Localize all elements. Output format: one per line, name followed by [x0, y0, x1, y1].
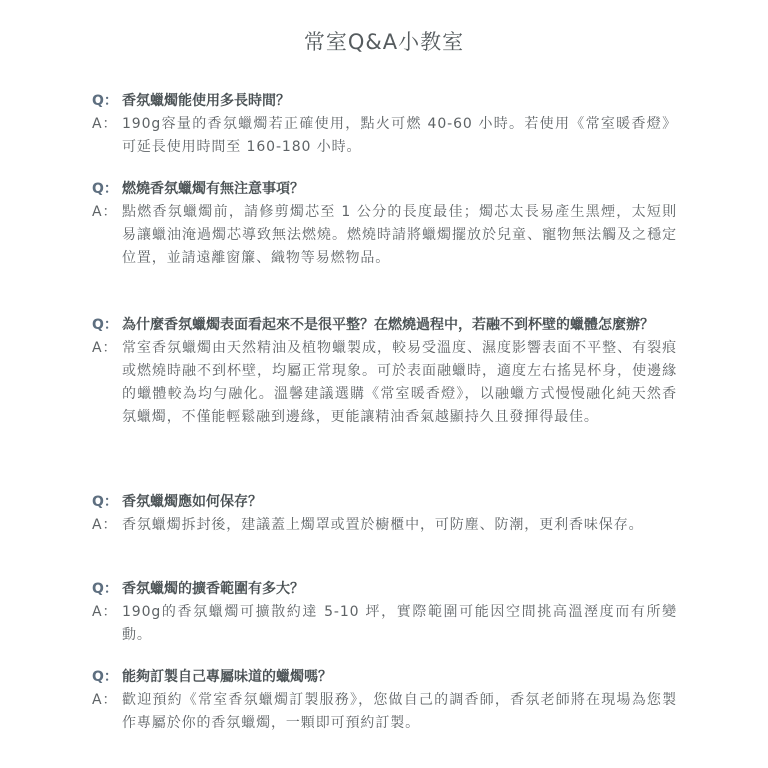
answer: [92, 337, 692, 429]
question-label: Q：: [92, 93, 118, 109]
answer: [92, 514, 692, 537]
answer: [92, 689, 692, 735]
question-label: Q：: [92, 494, 118, 510]
answer-label: A：: [92, 340, 118, 356]
faq-item-3: [92, 314, 692, 429]
question: [92, 178, 692, 201]
question-label: Q：: [92, 317, 118, 333]
answer-label: A：: [92, 692, 118, 708]
answer: [92, 601, 692, 647]
answer-label: A：: [92, 517, 118, 533]
answer-label: A：: [92, 204, 118, 220]
answer-text: 190g的香氛蠟燭可擴散約達 5-10 坪，實際範圍可能因空間挑高溫溼度而有所變動。: [122, 604, 677, 643]
page-title: 常室Q&A小教室: [303, 30, 465, 54]
question-text: 香氛蠟燭應如何保存？: [122, 494, 262, 510]
answer-text: 常室香氛蠟燭由天然精油及植物蠟製成，較易受溫度、濕度影響表面不平整、有裂痕或燃燒時融不到杯壁，均屬正常現象。可於表面融蠟時，適度左右搖晃杯身，使邊緣的蠟體較為均勻融化。溫馨建議選購《常室暖香燈》，以融蠟方式慢慢融化純天然香氛蠟燭，不僅能輕鬆融到邊緣，更能讓精油香氣越顯持久且發揮得最佳。: [122, 340, 677, 425]
question: [92, 666, 692, 689]
answer-label: A：: [92, 116, 118, 132]
question-text: 能夠訂製自己專屬味道的蠟燭嗎？: [122, 669, 332, 685]
question: [92, 314, 692, 337]
question-label: Q：: [92, 669, 118, 685]
faq-item-4: [92, 491, 692, 537]
question: [92, 578, 692, 601]
answer-label: A：: [92, 604, 118, 620]
question-label: Q：: [92, 581, 118, 597]
faq-item-2: [92, 178, 692, 270]
question-text: 燃燒香氛蠟燭有無注意事項？: [122, 181, 304, 197]
question-text: 香氛蠟燭能使用多長時間？: [122, 93, 290, 109]
faq-item-1: [92, 90, 692, 159]
question-label: Q：: [92, 181, 118, 197]
answer-text: 歡迎預約《常室香氛蠟燭訂製服務》，您做自己的調香師，香氛老師將在現場為您製作專屬於你的香氛蠟燭，一顆即可預約訂製。: [122, 692, 677, 731]
question: [92, 491, 692, 514]
question-text: 為什麼香氛蠟燭表面看起來不是很平整？在燃燒過程中，若融不到杯壁的蠟體怎麼辦？: [122, 317, 654, 333]
question: [92, 90, 692, 113]
faq-item-6: [92, 666, 692, 735]
faq-item-5: [92, 578, 692, 647]
answer-text: 190g容量的香氛蠟燭若正確使用，點火可燃 40-60 小時。若使用《常室暖香燈》可延長使用時間至 160-180 小時。: [122, 116, 677, 155]
answer: [92, 113, 692, 159]
answer-text: 點燃香氛蠟燭前，請修剪燭芯至 1 公分的長度最佳；燭芯太長易產生黑煙，太短則易讓蠟油淹過燭芯導致無法燃燒。燃燒時請將蠟燭擺放於兒童、寵物無法觸及之穩定位置，並請遠離窗簾、織物等易燃物品。: [122, 204, 677, 266]
answer: [92, 201, 692, 270]
question-text: 香氛蠟燭的擴香範圍有多大？: [122, 581, 304, 597]
answer-text: 香氛蠟燭拆封後，建議蓋上燭罩或置於櫥櫃中，可防塵、防潮，更利香味保存。: [122, 517, 644, 533]
